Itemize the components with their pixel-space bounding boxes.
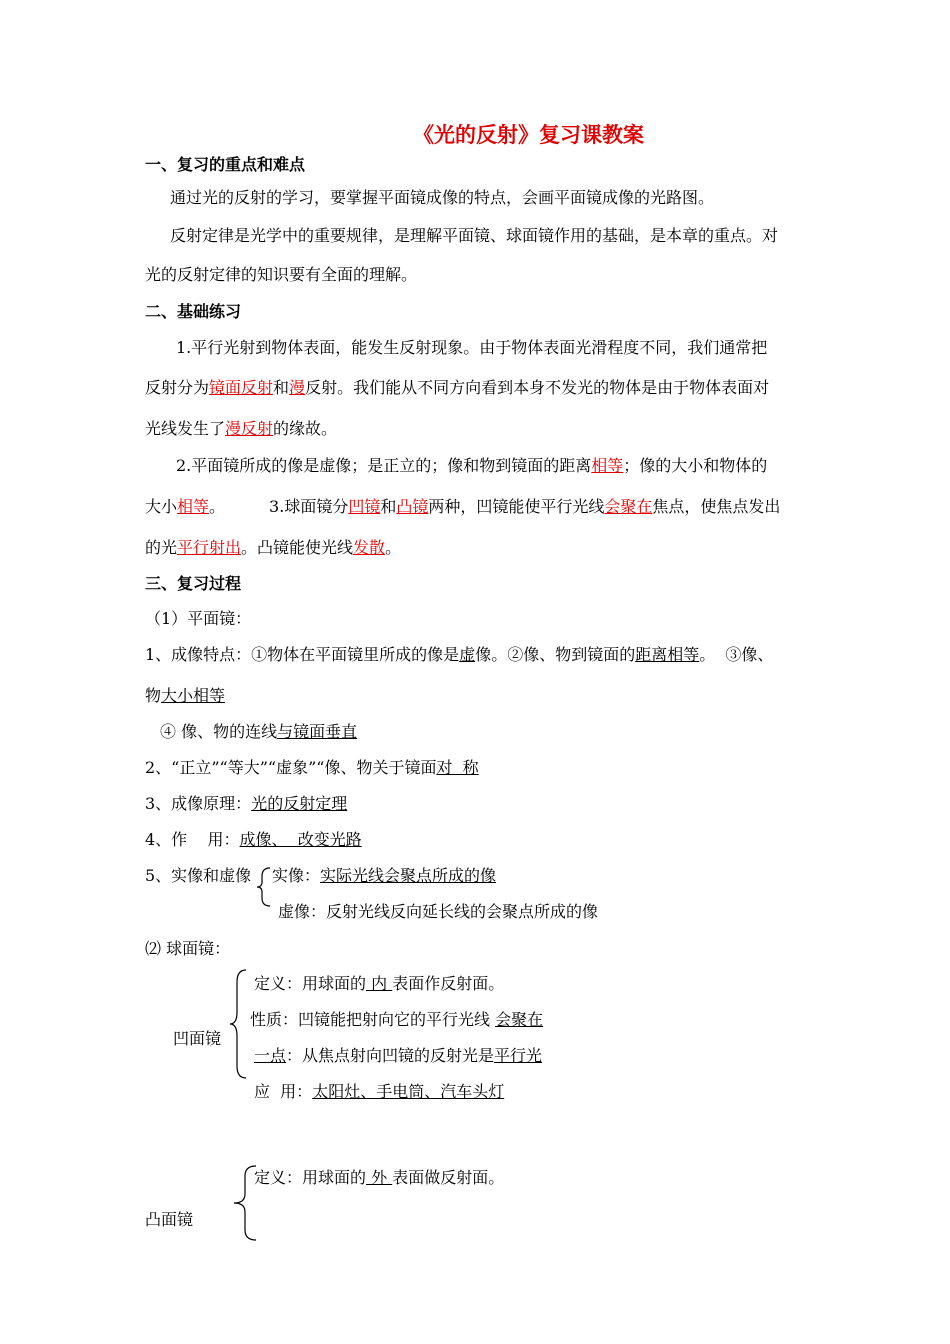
text: ④ 像、物的连线 <box>160 722 278 741</box>
answer: 漫反射 <box>225 419 274 438</box>
list-item <box>272 865 496 887</box>
text: 。凸镜能使光线 <box>241 538 354 557</box>
question-line <box>145 537 401 559</box>
list-item <box>145 829 362 851</box>
answer: 外 <box>366 1168 393 1187</box>
answer: 平行射出 <box>177 538 242 557</box>
text: 像。②像、物到镜面的 <box>475 645 636 664</box>
answer: 平行光 <box>494 1046 543 1065</box>
text: 实像： <box>272 866 321 885</box>
answer: 太阳灶、手电筒、汽车头灯 <box>312 1082 505 1101</box>
list-item: 虚像：反射光线反向延长线的会聚点所成的像 <box>278 902 599 921</box>
paragraph: 反射定律是光学中的重要规律，是理解平面镜、球面镜作用的基础，是本章的重点。对 <box>170 226 779 245</box>
answer: 凸镜 <box>396 497 429 516</box>
text: 。 <box>385 538 402 557</box>
text: 应 用： <box>254 1082 313 1101</box>
list-item <box>145 685 225 707</box>
list-item <box>145 644 773 666</box>
text: 反射分为 <box>145 378 210 397</box>
text: 性质：凹镜能把射向它的平行光线 <box>250 1010 496 1029</box>
brace-icon <box>228 968 248 1080</box>
text: 3、成像原理： <box>145 794 252 813</box>
text: 物 <box>145 686 162 705</box>
answer: 发散 <box>353 538 386 557</box>
text: ；像的大小和物体的 <box>623 456 768 475</box>
text: 2、“正立”“等大”“虚象”“像、物关于镜面 <box>145 758 437 777</box>
concave-property <box>250 1009 543 1031</box>
page-title: 《光的反射》复习课教案 <box>413 123 644 147</box>
answer: 会聚在 <box>604 497 653 516</box>
convex-definition <box>254 1167 504 1189</box>
text: 表面做反射面。 <box>392 1168 505 1187</box>
paragraph: 光的反射定律的知识要有全面的理解。 <box>145 265 418 284</box>
text: 表面作反射面。 <box>392 974 505 993</box>
text: 。 <box>209 497 226 516</box>
question-line: 1.平行光射到物体表面，能发生反射现象。由于物体表面光滑程度不同，我们通常把 <box>176 338 768 357</box>
paragraph: 通过光的反射的学习，要掌握平面镜成像的特点，会画平面镜成像的光路图。 <box>170 188 715 207</box>
answer: 内 <box>366 974 393 993</box>
answer: 一点 <box>254 1046 287 1065</box>
text: 反射。我们能从不同方向看到本身不发光的物体是由于物体表面对 <box>305 378 770 397</box>
section-heading-2: 二、基础练习 <box>145 302 242 321</box>
text: 。 ③像、 <box>699 645 774 664</box>
text: 大小 <box>145 497 178 516</box>
answer: 光的反射定理 <box>251 794 348 813</box>
section-heading-3: 三、复习过程 <box>145 574 242 593</box>
text: 焦点，使焦点发出 <box>652 497 781 516</box>
list-item: 5、实像和虚像 <box>145 866 252 885</box>
answer: 大小相等 <box>161 686 226 705</box>
brace-icon <box>256 866 272 908</box>
text: 1、成像特点：①物体在平面镜里所成的像是 <box>145 645 460 664</box>
answer: 虚 <box>459 645 476 664</box>
question-line <box>145 377 769 399</box>
question-line <box>145 418 337 440</box>
answer: 对 称 <box>436 758 479 777</box>
answer: 相等 <box>591 456 624 475</box>
text: 的光 <box>145 538 178 557</box>
subheading: （1）平面镜： <box>145 609 252 628</box>
question-line <box>145 496 780 518</box>
answer: 相等 <box>177 497 210 516</box>
text: 定义：用球面的 <box>254 974 367 993</box>
answer: 距离相等 <box>635 645 700 664</box>
text: 两种，凹镜能使平行光线 <box>428 497 605 516</box>
text: 光线发生了 <box>145 419 226 438</box>
text: ：从焦点射向凹镜的反射光是 <box>286 1046 495 1065</box>
answer: 与镜面垂直 <box>277 722 358 741</box>
text: 2.平面镜所成的像是虚像；是正立的；像和物到镜面的距离 <box>176 456 592 475</box>
convex-label: 凸面镜 <box>145 1210 194 1229</box>
answer: 镜面反射 <box>209 378 274 397</box>
text: 的缘故。 <box>273 419 338 438</box>
question-line <box>176 455 767 477</box>
answer: 实际光线会聚点所成的像 <box>320 866 497 885</box>
concave-definition <box>254 973 504 995</box>
list-item <box>160 721 357 743</box>
text: 和 <box>273 378 290 397</box>
concave-property <box>254 1045 542 1067</box>
answer: 会聚在 <box>495 1010 544 1029</box>
answer: 凹镜 <box>348 497 381 516</box>
list-item <box>145 757 479 779</box>
answer: 成像、 改变光路 <box>239 830 362 849</box>
text: 4、作 用： <box>145 830 240 849</box>
concave-application <box>254 1081 504 1103</box>
answer: 漫 <box>289 378 306 397</box>
section-heading-1: 一、复习的重点和难点 <box>145 155 306 174</box>
text: 和 <box>380 497 397 516</box>
list-item <box>145 793 347 815</box>
concave-label: 凹面镜 <box>173 1029 222 1048</box>
text: 3.球面镜分 <box>269 497 349 516</box>
subheading: ⑵ 球面镜： <box>145 939 231 958</box>
text: 定义：用球面的 <box>254 1168 367 1187</box>
